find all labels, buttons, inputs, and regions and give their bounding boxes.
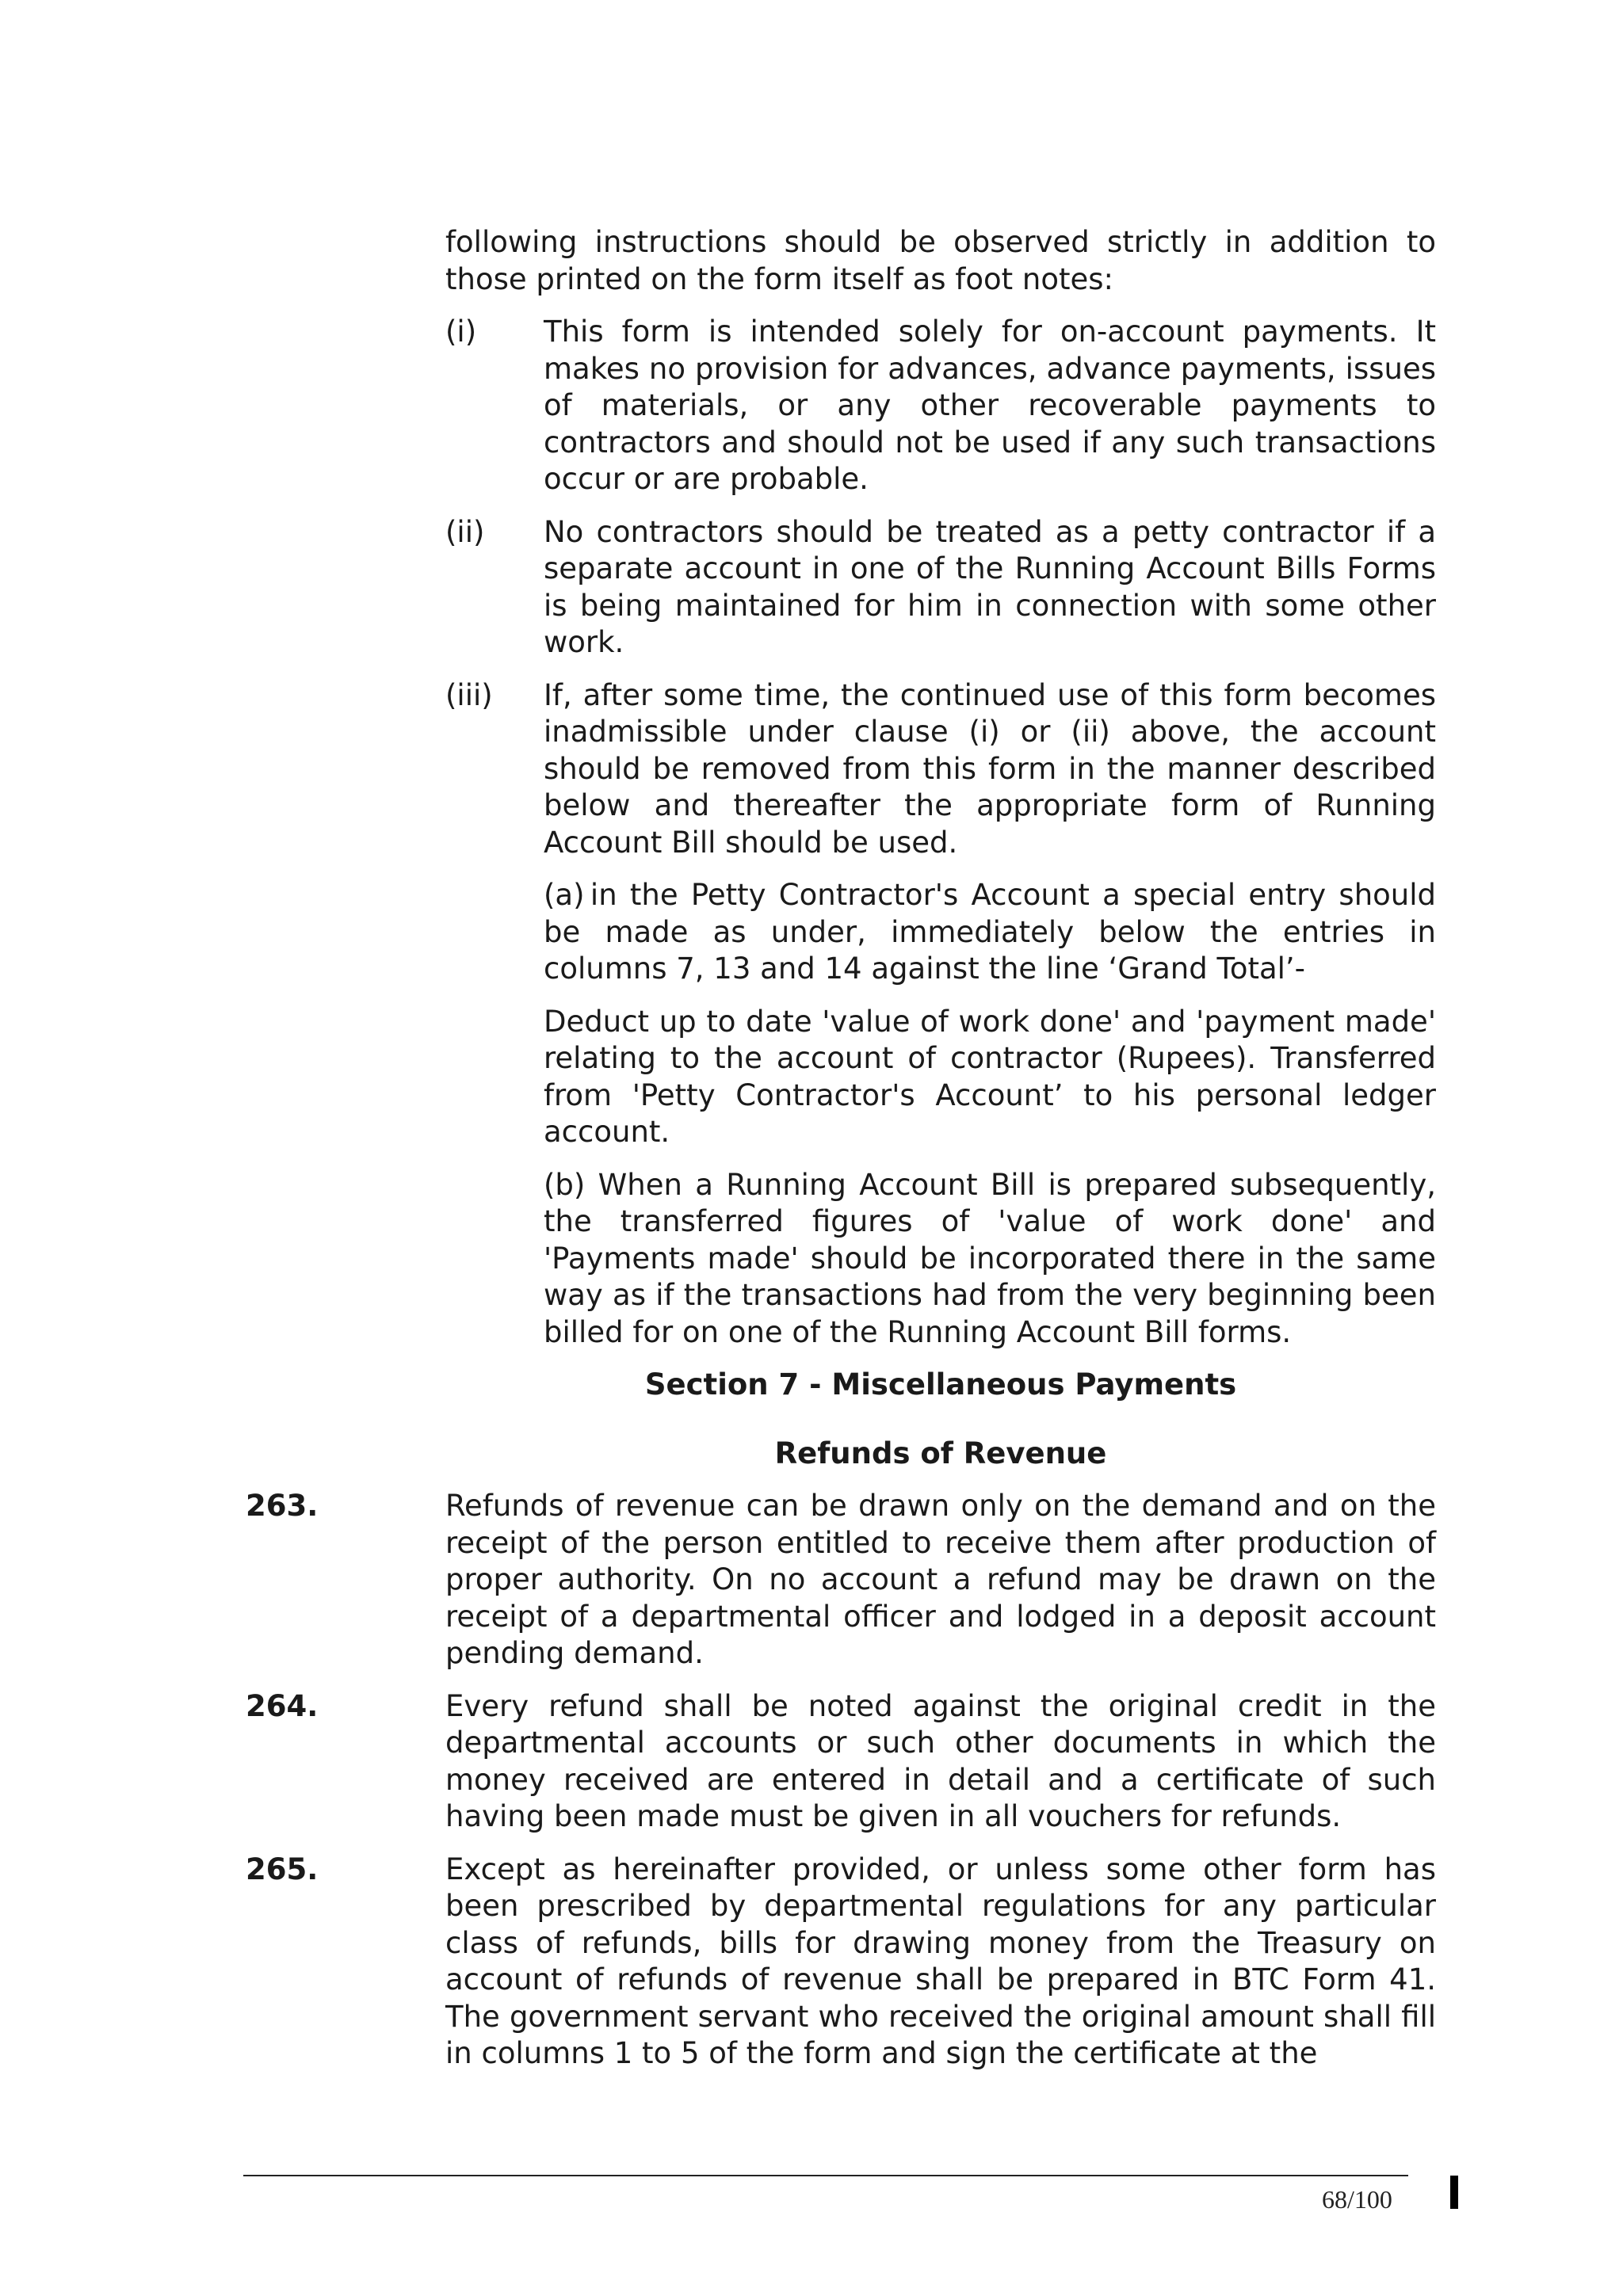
footer-divider <box>243 2175 1408 2176</box>
list-item <box>445 514 1436 662</box>
sub-item-b <box>445 1167 1436 1352</box>
paragraph-text: Every refund shall be noted against the original credit in the departmental accounts or such other documents in which the money received are entered in detail and a certificate of such having been made must be given in all vouchers for refunds. <box>445 1688 1436 1833</box>
list-item-text: If, after some time, the continued use of this form becomes inadmissible under clause (i) or (ii) above, the account should be removed from this form in the manner described below and thereafter the appropriate form of Running Account Bill should be used. <box>544 677 1436 860</box>
list-item <box>445 677 1436 862</box>
sub-item-a <box>445 877 1436 988</box>
section-heading: Section 7 - Miscellaneous Payments <box>644 1367 1237 1402</box>
numbered-paragraph <box>246 1688 1436 1836</box>
sub-item-b-text: (b) When a Running Account Bill is prepared subsequently, the transferred figures of 'value of work done' and 'Payments made' should be incorporated there in the same way as if the transactions had from the very beginning been billed for on one of the Running Account Bill forms. <box>544 1167 1436 1349</box>
list-item-number: (iii) <box>445 677 493 712</box>
intro-paragraph: following instructions should be observed strictly in addition to those printed on the form itself as foot notes: <box>445 225 1436 296</box>
sub-item-a-text: (a) in the Petty Contractor's Account a special entry should be made as under, immediately below the entries in columns 7, 13 and 14 against the line ‘Grand Total’- <box>544 878 1436 986</box>
sub-heading: Refunds of Revenue <box>774 1436 1107 1470</box>
main-text-column <box>246 224 1436 2073</box>
deduct-note <box>445 1004 1436 1151</box>
paragraph-number: 265. <box>246 1852 319 1886</box>
list-item-text: This form is intended solely for on-account payments. It makes no provision for advances, advance payments, issues of materials, or any other recoverable payments to contractors and should not be used if any such transactions occur or are probable. <box>544 315 1436 496</box>
paragraph-text: Except as hereinafter provided, or unless some other form has been prescribed by departmental regulations for any particular class of refunds, bills for drawing money from the Treasury on account of refunds of revenue shall be prepared in BTC Form 41. The government servant who received the original amount shall fill in columns 1 to 5 of the form and sign the certificate at the <box>445 1852 1436 2070</box>
list-item-number: (ii) <box>445 514 485 549</box>
list-item-text: No contractors should be treated as a petty contractor if a separate account in one of the Running Account Bills Forms is being maintained for him in connection with some other work. <box>544 514 1436 659</box>
numbered-paragraph <box>246 1488 1436 1672</box>
page-marker-bar <box>1450 2176 1458 2209</box>
list-item <box>445 314 1436 498</box>
paragraph-number: 263. <box>246 1489 319 1523</box>
numbered-paragraph <box>246 1852 1436 2073</box>
paragraph-number: 264. <box>246 1688 319 1723</box>
list-item-number: (i) <box>445 315 477 349</box>
deduct-note-text: Deduct up to date 'value of work done' and 'payment made' relating to the account of contractor (Rupees). Transferred from 'Petty Contractor's Account’ to his personal ledger account. <box>544 1004 1436 1149</box>
page-number: 68/100 <box>1322 2185 1392 2214</box>
paragraph-text: Refunds of revenue can be drawn only on the demand and on the receipt of the person entitled to receive them after production of proper authority. On no account a refund may be drawn on the receipt of a departmental officer and lodged in a deposit account pending demand. <box>445 1489 1436 1670</box>
